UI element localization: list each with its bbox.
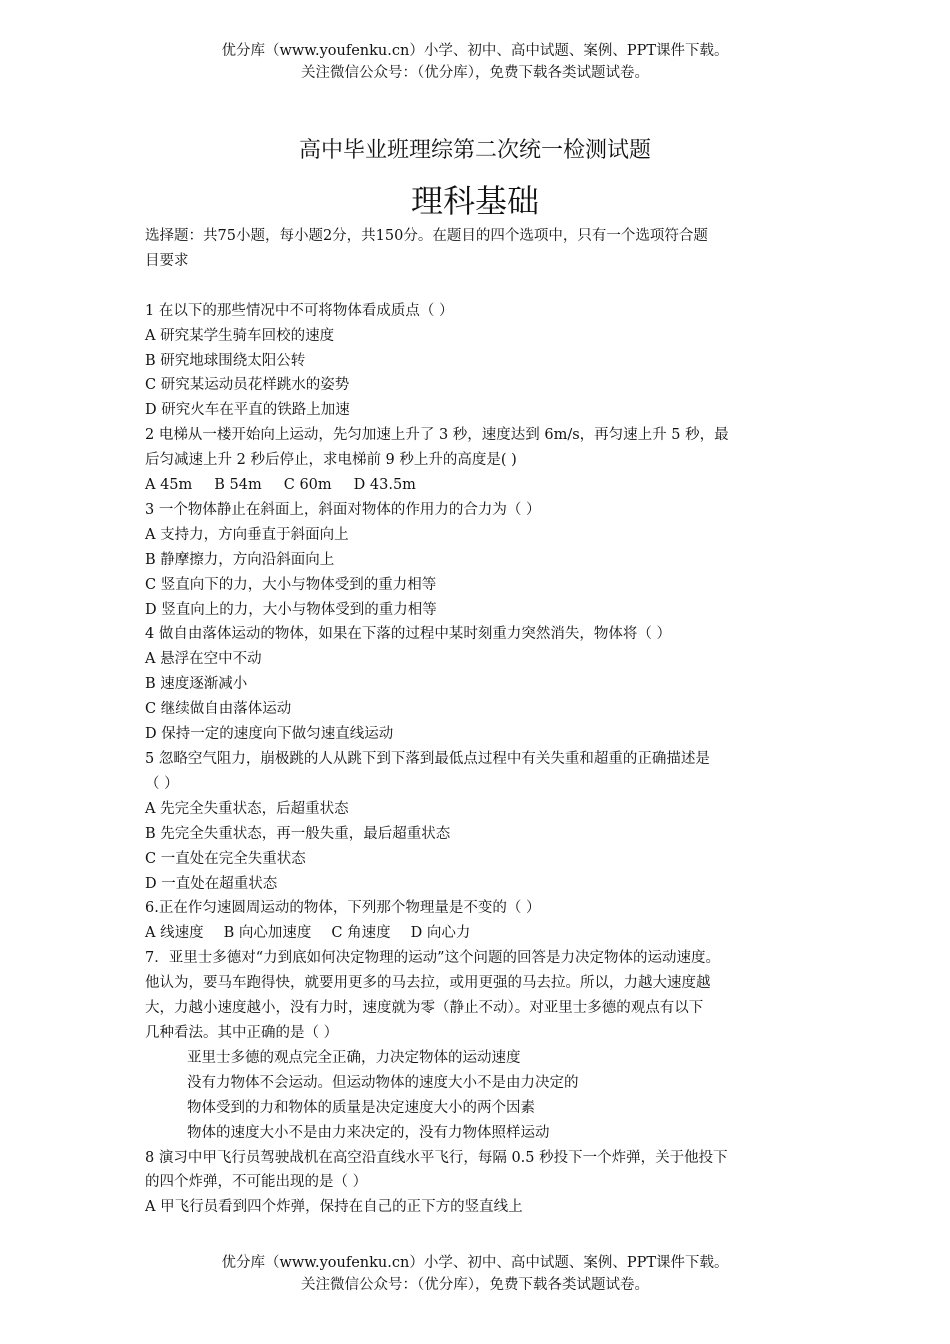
option-a: A 支持力，方向垂直于斜面向上 bbox=[145, 526, 349, 543]
question-stem-line-1: 5 忽略空气阻力，崩极跳的人从跳下到下落到最低点过程中有关失重和超重的正确描述是 bbox=[145, 751, 710, 768]
option-b: B 研究地球围绕太阳公转 bbox=[145, 352, 306, 369]
option-b: B 先完全失重状态，再一般失重，最后超重状态 bbox=[145, 825, 451, 842]
question-5 bbox=[145, 747, 810, 896]
footer-line-1: 优分库（www.youfenku.cn）小学、初中、高中试题、案例、PPT课件下载。 bbox=[221, 1255, 729, 1271]
options-row bbox=[145, 921, 810, 946]
statement-4: 物体的速度大小不是由力来决定的，没有力物体照样运动 bbox=[187, 1124, 550, 1141]
question-stem-line-3: 大，力越小速度越小，没有力时，速度就为零（静止不动）。对亚里士多德的观点有以下 bbox=[145, 1000, 704, 1017]
header-line-2: 关注微信公众号：（优分库），免费下载各类试题试卷。 bbox=[301, 65, 649, 81]
option-c: C 60m bbox=[283, 477, 332, 494]
question-stem: 1 在以下的那些情况中不可将物体看成质点（ ） bbox=[145, 302, 454, 319]
question-stem-line-2: 他认为，要马车跑得快，就要用更多的马去拉，或用更强的马去拉。所以，力越大速度越 bbox=[145, 975, 711, 992]
option-a: A 悬浮在空中不动 bbox=[145, 651, 262, 668]
option-c: C 角速度 bbox=[331, 925, 391, 942]
option-a: A 研究某学生骑车回校的速度 bbox=[145, 327, 335, 344]
option-a: A 甲飞行员看到四个炸弹，保持在自己的正下方的竖直线上 bbox=[145, 1199, 523, 1216]
option-d: D 向心力 bbox=[410, 925, 471, 942]
option-d: D 43.5m bbox=[353, 477, 416, 494]
header-line-1: 优分库（www.youfenku.cn）小学、初中、高中试题、案例、PPT课件下载。 bbox=[221, 43, 729, 59]
option-c: C 竖直向下的力，大小与物体受到的重力相等 bbox=[145, 576, 437, 593]
page-header bbox=[0, 40, 950, 84]
option-d: D 竖直向上的力，大小与物体受到的重力相等 bbox=[145, 601, 437, 618]
statement-2: 没有力物体不会运动。但运动物体的速度大小不是由力决定的 bbox=[187, 1074, 579, 1091]
exam-title: 高中毕业班理综第二次统一检测试题 bbox=[298, 138, 651, 163]
question-stem-line-2: 后匀减速上升 2 秒后停止，求电梯前 9 秒上升的高度是( ) bbox=[145, 452, 517, 469]
statement-1: 亚里士多德的观点完全正确，力决定物体的运动速度 bbox=[187, 1049, 521, 1066]
page-footer bbox=[0, 1252, 950, 1296]
option-a: A 先完全失重状态，后超重状态 bbox=[145, 800, 349, 817]
option-d: D 保持一定的速度向下做匀速直线运动 bbox=[145, 726, 394, 743]
option-c: C 继续做自由落体运动 bbox=[145, 701, 292, 718]
question-stem: 6.正在作匀速圆周运动的物体，下列那个物理量是不变的（ ） bbox=[145, 900, 541, 917]
question-8 bbox=[145, 1146, 810, 1221]
option-b: B 54m bbox=[214, 477, 262, 494]
question-stem-line-1: 2 电梯从一楼开始向上运动，先匀加速上升了 3 秒，速度达到 6m/s，再匀速上升 5 秒，最 bbox=[145, 427, 729, 444]
question-3 bbox=[145, 498, 810, 623]
intro-line-1: 选择题：共75小题，每小题2分，共150分。在题目的四个选项中，只有一个选项符合题 bbox=[145, 228, 708, 244]
option-c: C 研究某运动员花样跳水的姿势 bbox=[145, 377, 350, 394]
option-a: A 线速度 bbox=[145, 925, 204, 942]
question-stem-line-1: 8 演习中甲飞行员驾驶战机在高空沿直线水平飞行，每隔 0.5 秒投下一个炸弹，关于他投下 bbox=[145, 1149, 728, 1166]
question-1 bbox=[145, 299, 810, 424]
question-stem: 3 一个物体静止在斜面上，斜面对物体的作用力的合力为（ ） bbox=[145, 501, 541, 518]
option-d: D 研究火车在平直的铁路上加速 bbox=[145, 402, 350, 419]
statement-3: 物体受到的力和物体的质量是决定速度大小的两个因素 bbox=[187, 1099, 535, 1116]
question-stem-line-2: 的四个炸弹，不可能出现的是（ ） bbox=[145, 1174, 368, 1191]
question-6 bbox=[145, 896, 810, 946]
question-stem-line-1: 7．亚里士多德对“力到底如何决定物理的运动”这个问题的回答是力决定物体的运动速度。 bbox=[145, 950, 721, 967]
question-stem-line-2: （ ） bbox=[145, 775, 179, 792]
option-b: B 静摩擦力，方向沿斜面向上 bbox=[145, 551, 335, 568]
option-a: A 45m bbox=[145, 477, 193, 494]
exam-content bbox=[145, 224, 810, 1220]
option-c: C 一直处在完全失重状态 bbox=[145, 850, 306, 867]
spacer bbox=[145, 274, 810, 299]
option-b: B 速度逐渐减小 bbox=[145, 676, 248, 693]
option-d: D 一直处在超重状态 bbox=[145, 875, 278, 892]
question-7 bbox=[145, 946, 810, 1145]
question-4 bbox=[145, 622, 810, 747]
option-b: B 向心加速度 bbox=[223, 925, 312, 942]
exam-subtitle: 理科基础 bbox=[410, 182, 539, 220]
options-row bbox=[145, 473, 810, 498]
footer-line-2: 关注微信公众号：（优分库），免费下载各类试题试卷。 bbox=[301, 1277, 649, 1293]
question-2 bbox=[145, 423, 810, 498]
question-stem: 4 做自由落体运动的物体，如果在下落的过程中某时刻重力突然消失，物体将（ ） bbox=[145, 626, 671, 643]
intro-line-2: 目要求 bbox=[145, 252, 189, 269]
question-stem-line-4: 几种看法。其中正确的是（ ） bbox=[145, 1024, 339, 1041]
